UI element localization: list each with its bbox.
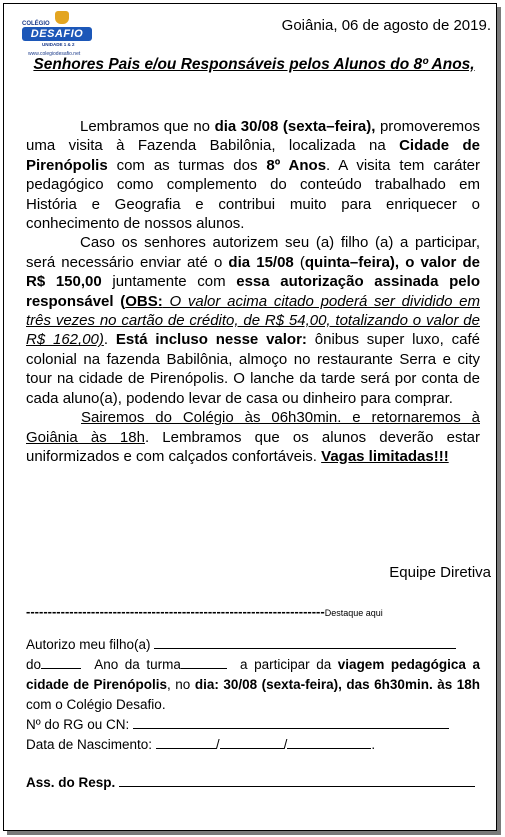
class-field[interactable] [181,656,227,669]
crest-icon [55,11,69,24]
p1-city-bold: Cidade de Pirenópolis [26,137,480,174]
form-class-row [26,655,480,715]
cut-dashes: --------------------------------------------------------------------- [26,604,325,619]
ano-label: Ano da turma [94,657,181,672]
letter-body [26,117,480,466]
p2-deadline-bold: dia 15/08 [228,253,294,271]
p3-limited-spots: Vagas limitadas!!! [321,447,449,465]
with-text: com o Colégio Desafio. [26,697,166,712]
birth-label: Data de Nascimento: [26,737,153,752]
letter-title: Senhores Pais e/ou Responsáveis pelos Alunos do 8º Anos, [33,56,475,73]
p1-grade-bold: 8º Anos [266,156,327,174]
on-text: , no [167,677,195,692]
form-birth-row: Data de Nascimento: / / . [26,737,376,752]
logo-unit-text: UNIDADE 1 & 2 [42,42,75,47]
signature-field[interactable] [119,774,475,787]
p2-text-a: Caso os senhores autorizem seu (a) filho (a) a participar, será necessário enviar até o [26,234,480,271]
rg-label: Nº do RG ou CN: [26,717,130,732]
p1-text-e: com as turmas dos [107,156,267,174]
birth-day-field[interactable] [156,736,216,749]
participate-text: a participar da [240,657,338,672]
p2-price-bold: quinta–feira), o valor de R$ 150,00 [26,253,480,291]
p1-text-g: . A visita tem caráter pedagógico como complemento do conteúdo trabalhado em História e Geografia e contribui muito para enriquecer o conhecimento de nossos alunos. [26,156,481,233]
logo-brand-text: DESAFIO [22,27,92,41]
signature-label: Ass. do Resp. [26,775,116,790]
p2-obs-label: OBS: [125,292,163,310]
p3-text-b: . Lembramos que os alunos deverão estar uniformizados e com calçados confortáveis. [26,428,481,465]
paragraph-schedule [26,408,480,466]
p2-text-l: ônibus super luxo, café colonial na fazenda Babilônia, almoço no restaurante Serra e city tour na cidade de Pirenópolis. O lanche da tarde será por conta de cada aluno(a), podendo levar de casa ou dinheiro para comprar. [26,331,480,407]
cut-line [26,604,486,619]
cut-label: Destaque aqui [324,608,383,618]
logo-site-text: www.colegiodesafio.net [28,51,81,57]
p2-text-e: juntamente com [101,273,237,291]
p1-date-bold: dia 30/08 (sexta–feira), [214,118,376,135]
birth-year-field[interactable] [287,736,371,749]
form-rg-row [26,715,480,735]
p2-paren: ( [113,292,126,310]
p2-installments-note: O valor acima citado poderá ser dividido em três vezes no cartão de crédito, de R$ 54,00, totalizando o valor de R$ 162,00) [26,292,480,349]
logo-colegio-text: COLÉGIO [22,21,50,27]
p2-signed-bold: essa autorização assinada pelo responsável [26,273,480,310]
form-signature-row [26,773,480,793]
p2-text-c: ( [293,253,305,271]
child-name-field[interactable] [154,636,456,649]
birth-month-field[interactable] [220,736,284,749]
signoff: Equipe Diretiva [389,564,491,581]
p1-text-a: Lembramos que no [80,118,215,135]
p3-schedule-underlined: Sairemos do Colégio às 06h30min. e retornaremos à Goiânia às 18h [26,409,480,446]
paragraph-payment [26,233,480,408]
trip-bold: viagem pedagógica a cidade de Pirenópolis [26,657,480,692]
do-label: do [26,657,42,672]
p2-included-bold: Está incluso nesse valor: [115,331,307,349]
day-bold: dia: 30/08 (sexta-feira), das 6h30min. às 18h [194,677,480,692]
form-authorize-row [26,635,480,655]
grade-field[interactable] [41,656,81,669]
authorize-label: Autorizo meu filho(a) [26,637,151,652]
p1-text-c: promoveremos uma visita à Fazenda Babilônia, localizada na [26,118,481,155]
authorization-form [26,635,480,793]
letter-date: Goiânia, 06 de agosto de 2019. [281,17,491,34]
rg-field[interactable] [133,716,449,729]
paragraph-visit [26,117,480,233]
school-logo [22,11,94,59]
p2-text-j: . [103,331,116,349]
